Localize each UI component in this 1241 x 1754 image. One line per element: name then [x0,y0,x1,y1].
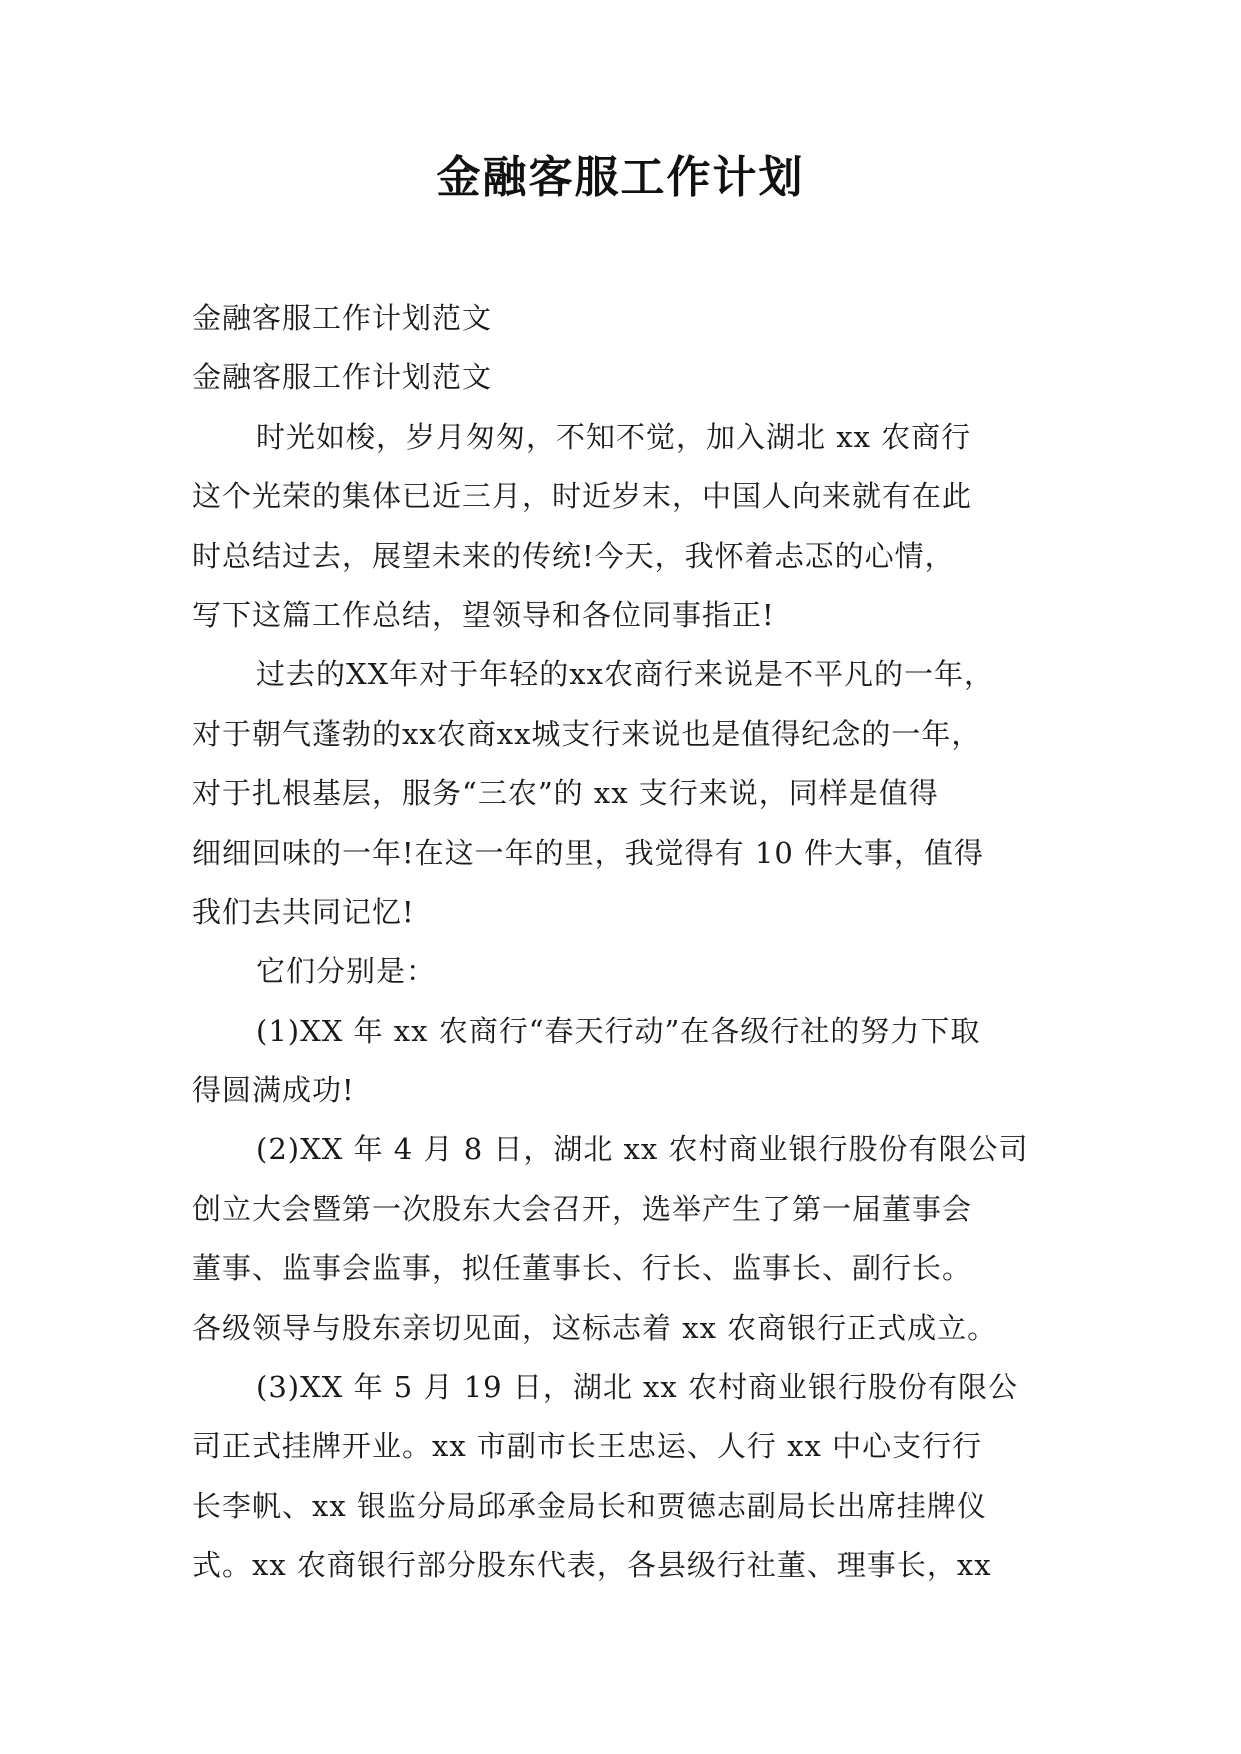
document-body [192,289,1052,1596]
text-line: (1)XX 年 xx 农商行“春天行动”在各级行社的努力下取 [256,1013,981,1048]
text-line: 长李帆、xx 银监分局邱承金局长和贾德志副局长出席挂牌仪 [192,1488,987,1523]
text-line: 创立大会暨第一次股东大会召开，选举产生了第一届董事会 [192,1191,973,1226]
text-line: (2)XX 年 4 月 8 日，湖北 xx 农村商业银行股份有限公司 [256,1132,1029,1167]
text-line: 时光如梭，岁月匆匆，不知不觉，加入湖北 xx 农商行 [256,419,972,454]
text-line: 时总结过去，展望未来的传统!今天，我怀着忐忑的心情， [192,538,955,573]
text-line: 对于朝气蓬勃的xx农商xx城支行来说也是值得纪念的一年， [192,716,982,751]
text-line: 司正式挂牌开业。xx 市副市长王忠运、人行 xx 中心支行行 [192,1429,983,1464]
text-line: 金融客服工作计划范文 [192,301,493,335]
text-line: 式。xx 农商银行部分股东代表，各县级行社董、理事长，xx [192,1548,992,1583]
text-line: 董事、监事会监事，拟任董事长、行长、监事长、副行长。 [192,1251,973,1286]
text-line: (3)XX 年 5 月 19 日，湖北 xx 农村商业银行股份有限公 [256,1370,1018,1405]
text-line: 金融客服工作计划范文 [192,360,493,395]
text-line: 得圆满成功! [192,1073,355,1108]
text-line: 这个光荣的集体已近三月，时近岁末，中国人向来就有在此 [192,479,973,514]
text-line: 各级领导与股东亲切见面，这标志着 xx 农商银行正式成立。 [192,1310,998,1345]
text-line: 过去的XX年对于年轻的xx农商行来说是不平凡的一年， [256,657,995,692]
text-line: 我们去共同记忆! [192,894,415,929]
text-line: 对于扎根基层，服务“三农”的 xx 支行来说，同样是值得 [192,776,939,811]
document-title: 金融客服工作计划 [436,152,805,203]
text-line: 写下这篇工作总结，望领导和各位同事指正! [192,597,775,632]
text-line: 它们分别是： [256,954,437,989]
text-line: 细细回味的一年!在这一年的里，我觉得有 10 件大事，值得 [192,835,984,870]
